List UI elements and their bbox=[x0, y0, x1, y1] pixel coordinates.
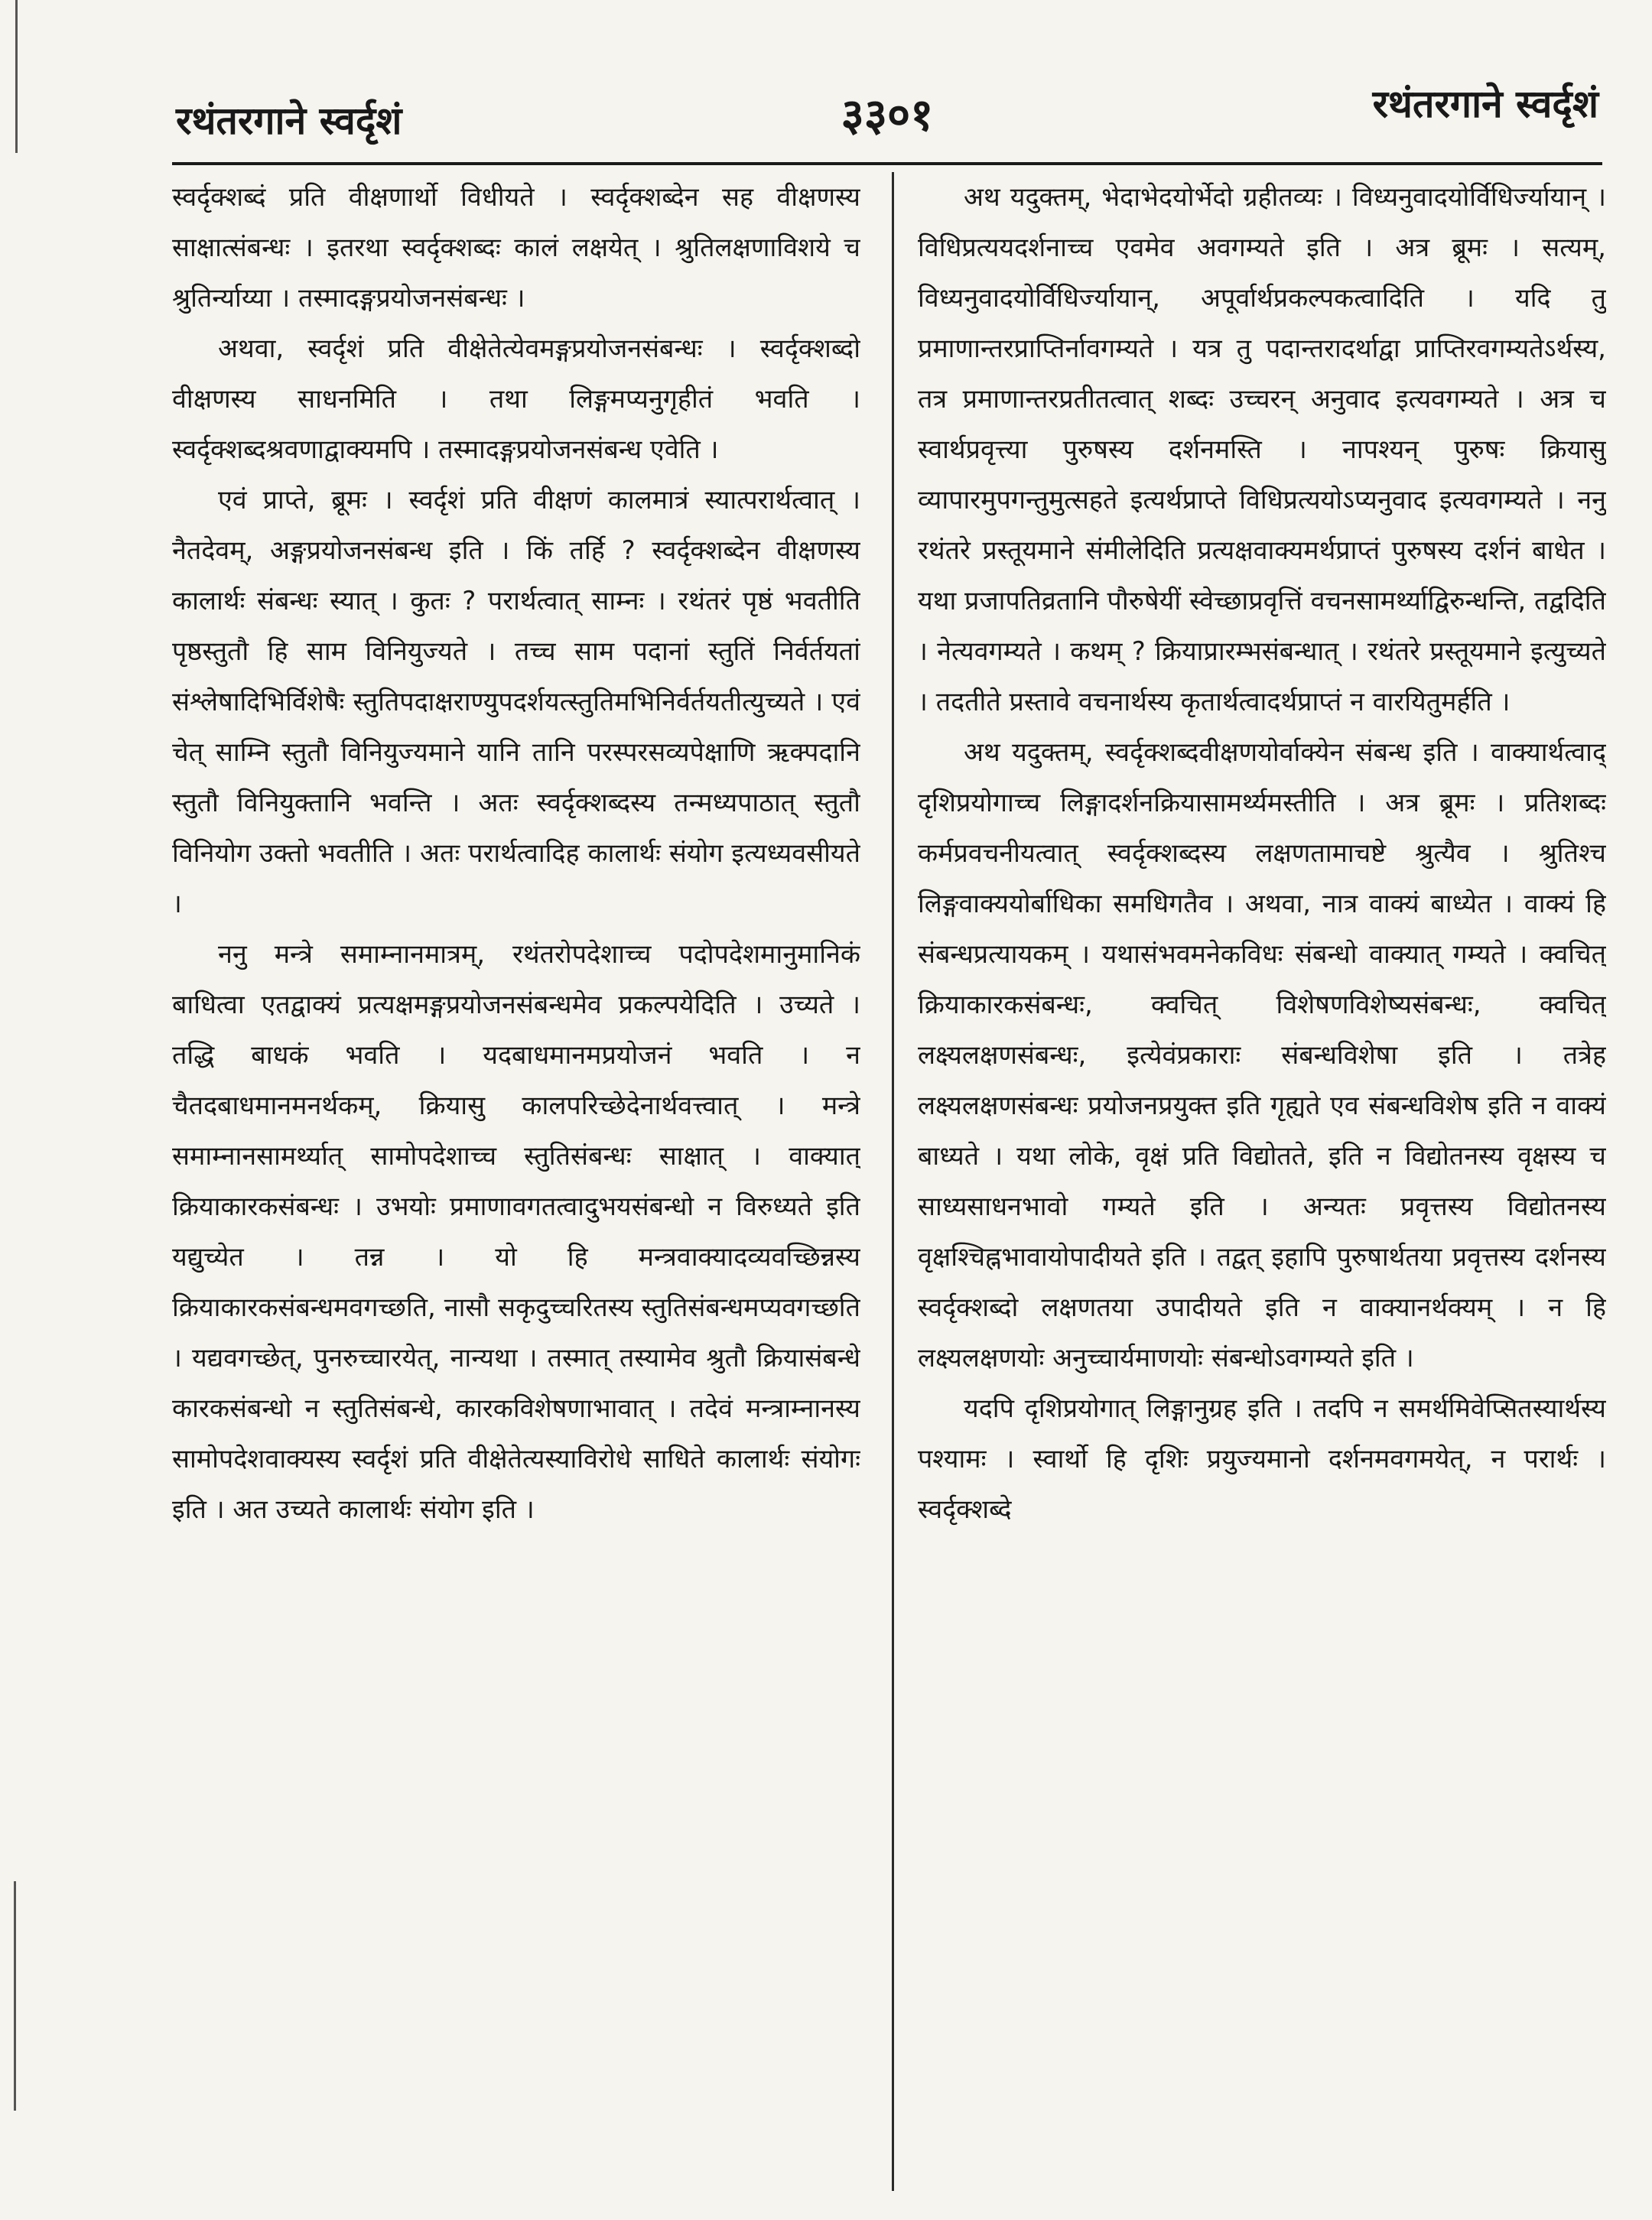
left-column bbox=[172, 172, 860, 2191]
paragraph: अथवा, स्वर्दृशं प्रति वीक्षेतेत्येवमङ्गप्रयोजनसंबन्धः । स्वर्दृक्शब्दो वीक्षणस्य साधनमिति । तथा लिङ्गमप्यनुगृहीतं भवति । स्वर्दृक्शब्दश्रवणाद्वाक्यमपि । तस्मादङ्गप्रयोजनसंबन्ध एवेति । bbox=[172, 333, 860, 465]
page-header bbox=[176, 76, 1598, 161]
page-number: ३३०१ bbox=[841, 89, 934, 141]
paragraph: अथ यदुक्तम्, भेदाभेदयोर्भेदो ग्रहीतव्यः । विध्यनुवादयोर्विधिर्ज्यायान् । विधिप्रत्ययदर्शनाच्च एवमेव अवगम्यते इति । अत्र ब्रूमः । सत्यम्, विध्यनुवादयोर्विधिर्ज्यायान्, अपूर्वार्थप्रकल्पकत्वादिति । यदि तु प्रमाणान्तरप्राप्तिर्नावगम्यते । यत्र तु पदान्तरादर्थाद्वा प्राप्तिरवगम्यतेऽर्थस्य, तत्र प्रमाणान्तरप्रतीतत्वात् शब्दः उच्चरन् अनुवाद इत्यवगम्यते । अत्र च स्वार्थप्रवृत्त्या पुरुषस्य दर्शनमस्ति । नापश्यन् पुरुषः क्रियासु व्यापारमुपगन्तुमुत्सहते इत्यर्थप्राप्ते विधिप्रत्ययोऽप्यनुवाद इत्यवगम्यते । ननु रथंतरे प्रस्तूयमाने संमीलेदिति प्रत्यक्षवाक्यमर्थप्राप्तं पुरुषस्य दर्शनं बाधेत । यथा प्रजापतिव्रतानि पौरुषेयीं स्वेच्छाप्रवृत्तिं वचनसामर्थ्याद्विरुन्धन्ति, तद्वदिति । नेत्यवगम्यते । कथम् ? क्रियाप्रारम्भसंबन्धात् । रथंतरे प्रस्तूयमाने इत्युच्यते । तदतीते प्रस्तावे वचनार्थस्य कृतार्थत्वादर्थप्राप्तं न वारयितुमर्हति । bbox=[918, 182, 1606, 717]
right-column bbox=[918, 172, 1606, 2191]
column-divider bbox=[892, 172, 894, 2191]
running-head-right: रथंतरगाने स्वर्दृशं bbox=[1372, 82, 1598, 126]
running-head-left: रथंतरगाने स्वर्दृशं bbox=[176, 99, 402, 143]
paragraph: स्वर्दृक्शब्दं प्रति वीक्षणार्थो विधीयते । स्वर्दृक्शब्देन सह वीक्षणस्य साक्षात्संबन्धः । इतरथा स्वर्दृक्शब्दः कालं लक्षयेत् । श्रुतिलक्षणाविशये च श्रुतिर्न्याय्या । तस्मादङ्गप्रयोजनसंबन्धः । bbox=[172, 182, 860, 314]
header-rule bbox=[172, 162, 1602, 165]
paragraph: एवं प्राप्ते, ब्रूमः । स्वर्दृशं प्रति वीक्षणं कालमात्रं स्यात्परार्थत्वात् । नैतदेवम्, अङ्गप्रयोजनसंबन्ध इति । किं तर्हि ? स्वर्दृक्शब्देन वीक्षणस्य कालार्थः संबन्धः स्यात् । कुतः ? परार्थत्वात् साम्नः । रथंतरं पृष्ठं भवतीति पृष्ठस्तुतौ हि साम विनियुज्यते । तच्च साम पदानां स्तुतिं निर्वर्तयतां संश्लेषादिभिर्विशेषैः स्तुतिपदाक्षराण्युपदर्शयत्स्तुतिमभिनिर्वर्तयतीत्युच्यते । एवं चेत् साम्नि स्तुतौ विनियुज्यमाने यानि तानि परस्परसव्यपेक्षाणि ऋक्पदानि स्तुतौ विनियुक्तानि भवन्ति । अतः स्वर्दृक्शब्दस्य तन्मध्यपाठात् स्तुतौ विनियोग उक्तो भवतीति । अतः परार्थत्वादिह कालार्थः संयोग इत्यध्यवसीयते । bbox=[172, 485, 860, 919]
paragraph: अथ यदुक्तम्, स्वर्दृक्शब्दवीक्षणयोर्वाक्येन संबन्ध इति । वाक्यार्थत्वाद् दृशिप्रयोगाच्च लिङ्गादर्शनक्रियासामर्थ्यमस्तीति । अत्र ब्रूमः । प्रतिशब्दः कर्मप्रवचनीयत्वात् स्वर्दृक्शब्दस्य लक्षणतामाचष्टे श्रुत्यैव । श्रुतिश्च लिङ्गवाक्ययोर्बाधिका समधिगतैव । अथवा, नात्र वाक्यं बाध्येत । वाक्यं हि संबन्धप्रत्यायकम् । यथासंभवमनेकविधः संबन्धो वाक्यात् गम्यते । क्वचित् क्रियाकारकसंबन्धः, क्वचित् विशेषणविशेष्यसंबन्धः, क्वचित् लक्ष्यलक्षणसंबन्धः, इत्येवंप्रकाराः संबन्धविशेषा इति । तत्रेह लक्ष्यलक्षणसंबन्धः प्रयोजनप्रयुक्त इति गृह्यते एव संबन्धविशेष इति न वाक्यं बाध्यते । यथा लोके, वृक्षं प्रति विद्योतते, इति न विद्योतनस्य वृक्षस्य च साध्यसाधनभावो गम्यते इति । अन्यतः प्रवृत्तस्य विद्योतनस्य वृक्षश्चिह्नभावायोपादीयते इति । तद्वत् इहापि पुरुषार्थतया प्रवृत्तस्य दर्शनस्य स्वर्दृक्शब्दो लक्षणतया उपादीयते इति न वाक्यानर्थक्यम् । न हि लक्ष्यलक्षणयोः अनुच्चार्यमाणयोः संबन्धोऽवगम्यते इति । bbox=[918, 737, 1606, 1373]
scan-edge-mark bbox=[15, 0, 18, 153]
scan-edge-mark bbox=[14, 1881, 16, 2111]
paragraph: यदपि दृशिप्रयोगात् लिङ्गानुग्रह इति । तदपि न समर्थमिवेप्सितस्यार्थस्य पश्यामः । स्वार्थो हि दृशिः प्रयुज्यमानो दर्शनमवगमयेत्, न परार्थः । स्वर्दृक्शब्दे bbox=[918, 1393, 1606, 1525]
paragraph: ननु मन्त्रे समाम्नानमात्रम्, रथंतरोपदेशाच्च पदोपदेशमानुमानिकं बाधित्वा एतद्वाक्यं प्रत्यक्षमङ्गप्रयोजनसंबन्धमेव प्रकल्पयेदिति । उच्यते । तद्धि बाधकं भवति । यदबाधमानमप्रयोजनं भवति । न चैतदबाधमानमनर्थकम्, क्रियासु कालपरिच्छेदेनार्थवत्त्वात् । मन्त्रे समाम्नानसामर्थ्यात् सामोपदेशाच्च स्तुतिसंबन्धः साक्षात् । वाक्यात् क्रियाकारकसंबन्धः । उभयोः प्रमाणावगतत्वादुभयसंबन्धो न विरुध्यते इति यद्युच्येत । तन्न । यो हि मन्त्रवाक्यादव्यवच्छिन्नस्य क्रियाकारकसंबन्धमवगच्छति, नासौ सकृदुच्चरितस्य स्तुतिसंबन्धमप्यवगच्छति । यद्यवगच्छेत्, पुनरुच्चारयेत्, नान्यथा । तस्मात् तस्यामेव श्रुतौ क्रियासंबन्धे कारकसंबन्धो न स्तुतिसंबन्धे, कारकविशेषणाभावात् । तदेवं मन्त्राम्नानस्य सामोपदेशवाक्यस्य स्वर्दृशं प्रति वीक्षेतेत्यस्याविरोधे साधिते कालार्थः संयोगः इति । अत उच्यते कालार्थः संयोग इति । bbox=[172, 939, 860, 1525]
